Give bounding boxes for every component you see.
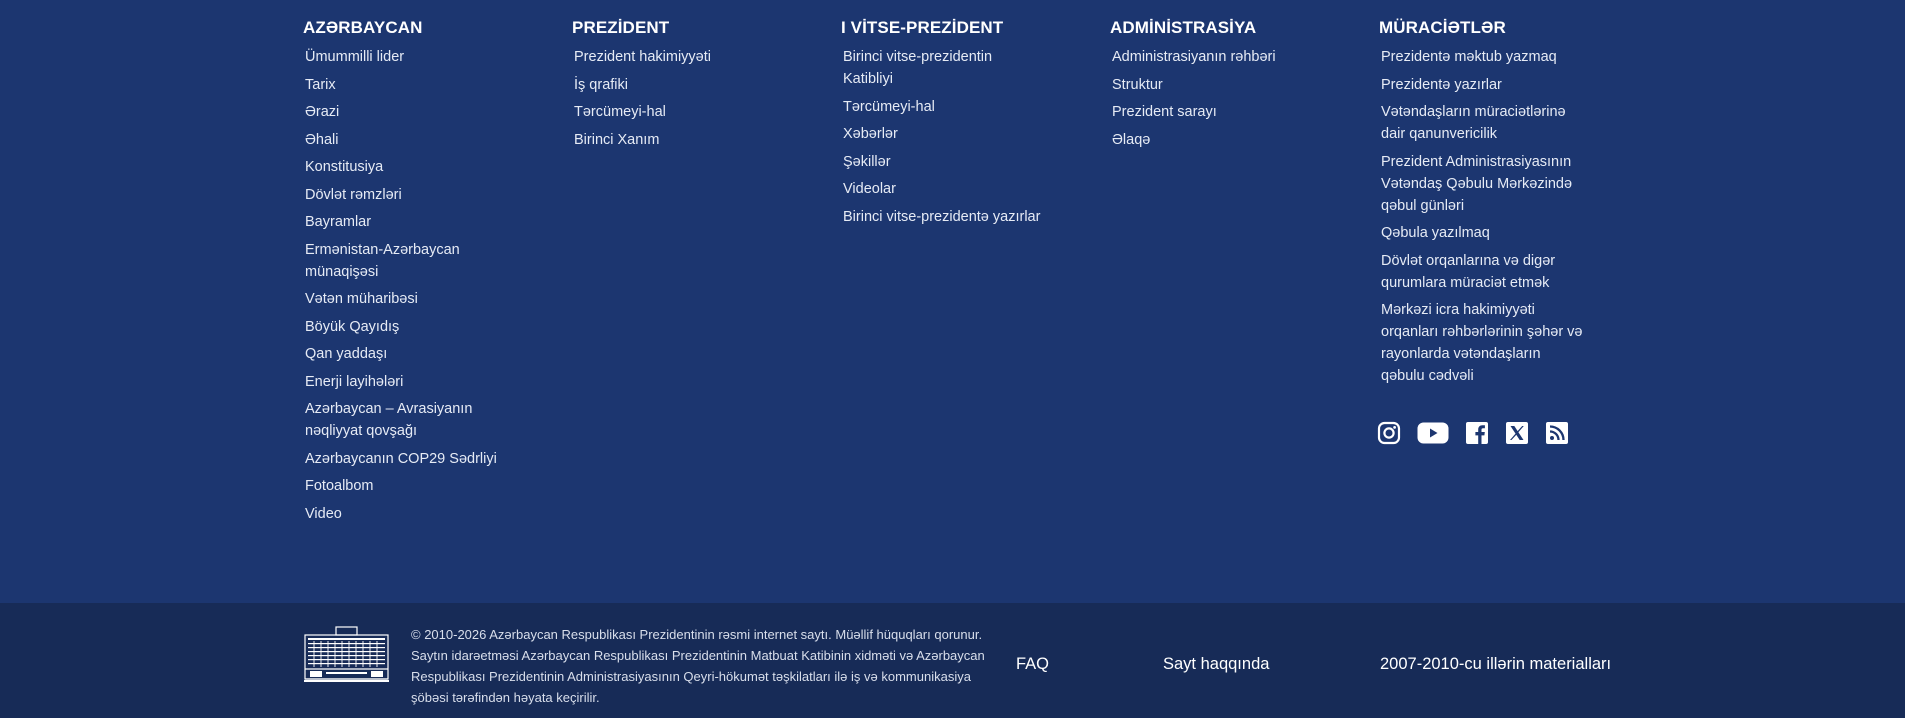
column-vice-president	[841, 17, 1061, 233]
nav-link[interactable]: Fotoalbom	[305, 478, 374, 494]
rss-icon[interactable]	[1545, 421, 1569, 445]
nav-link[interactable]: Birinci vitse-prezidentin Katibliyi	[843, 49, 993, 87]
nav-link[interactable]: Vətəndaşların müraciətlərinə dair qanunvericilik	[1381, 104, 1566, 142]
nav-link[interactable]: Tərcümeyi-hal	[574, 104, 666, 120]
footer-bottom-bar	[0, 603, 1905, 718]
nav-link[interactable]: Video	[305, 505, 342, 522]
nav-link[interactable]: Birinci Xanım	[574, 131, 660, 148]
facebook-icon[interactable]	[1465, 421, 1489, 445]
nav-link[interactable]: Konstitusiya	[305, 159, 384, 175]
link-list-azerbaijan	[303, 46, 523, 525]
nav-link[interactable]: Videolar	[843, 181, 896, 197]
instagram-icon[interactable]	[1377, 421, 1401, 445]
nav-link[interactable]: Qan yaddaşı	[305, 346, 388, 362]
nav-link[interactable]: Şəkillər	[843, 153, 891, 170]
nav-link[interactable]: Mərkəzi icra hakimiyyəti orqanları rəhbərlərinin şəhər və rayonlarda vətəndaşların qəbulu cədvəli	[1381, 302, 1583, 384]
link-list-administration	[1110, 46, 1330, 151]
column-title-administration[interactable]: ADMİNİSTRASİYA	[1110, 18, 1257, 37]
nav-link[interactable]: Enerji layihələri	[305, 373, 404, 390]
nav-link[interactable]: Struktur	[1112, 76, 1163, 93]
faq-link[interactable]: FAQ	[1016, 655, 1050, 673]
nav-link[interactable]: Qəbula yazılmaq	[1381, 225, 1490, 241]
nav-link[interactable]: Xəbərlər	[843, 126, 898, 142]
nav-link[interactable]: Bayramlar	[305, 214, 372, 230]
nav-link[interactable]: Böyük Qayıdış	[305, 318, 400, 335]
nav-link[interactable]: Ərazi	[305, 104, 340, 120]
nav-link[interactable]: Ermənistan-Azərbaycan münaqişəsi	[305, 241, 460, 280]
nav-link[interactable]: İş qrafiki	[574, 76, 628, 93]
nav-link[interactable]: Prezident hakimiyyəti	[574, 49, 711, 65]
link-list-vice-president	[841, 46, 1061, 228]
nav-link[interactable]: Prezident sarayı	[1112, 104, 1217, 120]
nav-link[interactable]: Dövlət orqanlarına və digər qurumlara müraciət etmək	[1381, 252, 1556, 291]
nav-link[interactable]: Dövlət rəmzləri	[305, 186, 402, 203]
column-title-president[interactable]: PREZİDENT	[572, 18, 670, 37]
column-azerbaijan	[303, 17, 523, 530]
link-list-president	[572, 46, 792, 151]
nav-link[interactable]: Birinci vitse-prezidentə yazırlar	[843, 208, 1041, 225]
column-administration	[1110, 17, 1330, 156]
presidential-building-emblem-icon	[304, 625, 389, 683]
nav-link[interactable]: Əhali	[305, 131, 339, 148]
about-site-link[interactable]: Sayt haqqında	[1163, 655, 1270, 673]
nav-link[interactable]: Əlaqə	[1112, 131, 1151, 148]
column-title-appeals[interactable]: MÜRACİƏTLƏR	[1379, 18, 1506, 37]
x-twitter-icon[interactable]	[1505, 421, 1529, 445]
column-appeals	[1379, 17, 1599, 393]
nav-link[interactable]: Azərbaycan – Avrasiyanın nəqliyyat qovşağı	[305, 401, 473, 439]
nav-link[interactable]: Ümummilli lider	[305, 49, 405, 65]
nav-link[interactable]: Tarix	[305, 76, 336, 93]
nav-link[interactable]: Tərcümeyi-hal	[843, 98, 935, 115]
column-title-vice-president[interactable]: I VİTSE-PREZİDENT	[841, 18, 1004, 37]
copyright-text: © 2010-2026 Azərbaycan Respublikası Prezidentinin rəsmi internet saytı. Müəllif hüquqları qorunur. Saytın idarəetməsi Azərbaycan Respublikası Prezidentinin Matbuat Katibinin xidməti və Azərbaycan Respublikası Prezidentinin Administrasiyasının Qeyri-hökumət təşkilatları ilə iş və kommunikasiya şöbəsi tərəfindən həyata keçirilir.	[411, 627, 985, 705]
column-title-azerbaijan[interactable]: AZƏRBAYCAN	[303, 18, 423, 37]
nav-link[interactable]: Azərbaycanın COP29 Sədrliyi	[305, 450, 497, 467]
nav-link[interactable]: Prezident Administrasiyasının Vətəndaş Qəbulu Mərkəzində qəbul günləri	[1381, 153, 1573, 214]
link-list-appeals	[1379, 46, 1599, 387]
nav-link[interactable]: Prezidentə məktub yazmaq	[1381, 49, 1557, 65]
youtube-icon[interactable]	[1417, 421, 1449, 445]
nav-link[interactable]: Vətən müharibəsi	[305, 291, 418, 307]
column-president	[572, 17, 792, 156]
nav-link[interactable]: Prezidentə yazırlar	[1381, 76, 1502, 93]
archive-materials-link[interactable]: 2007-2010-cu illərin materialları	[1380, 655, 1612, 673]
nav-link[interactable]: Administrasiyanın rəhbəri	[1112, 49, 1276, 65]
social-links	[1377, 421, 1585, 445]
